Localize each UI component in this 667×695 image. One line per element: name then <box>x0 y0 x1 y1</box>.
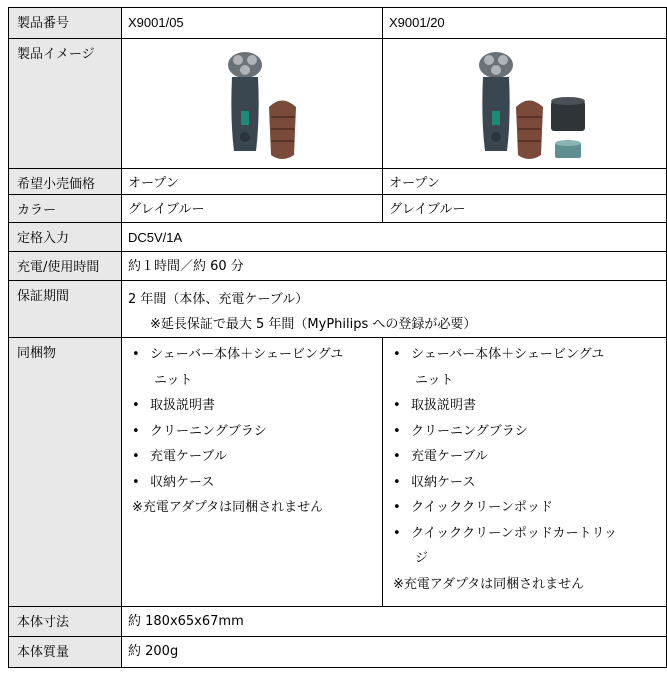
dimensions-value: 約 180x65x67mm <box>122 607 667 637</box>
price-label: 希望小売価格 <box>9 169 122 195</box>
row-weight <box>9 637 667 668</box>
row-rated-input <box>9 223 667 252</box>
contents-right-list <box>383 338 666 368</box>
spec-table <box>8 7 667 668</box>
contents-left-note: ※充電アダプタは同梱されません <box>132 500 324 515</box>
contents-right-list-2 <box>383 393 666 546</box>
list-item: • 収納ケース <box>128 470 378 496</box>
list-item: • シェーバー本体＋シェービングユ <box>128 342 378 368</box>
list-item: • クイッククリーンポッド <box>389 495 662 521</box>
list-item: • 取扱説明書 <box>389 393 662 419</box>
contents-right-note: ※充電アダプタは同梱されません <box>393 576 585 592</box>
charge-time-value: 約１時間／約 60 分 <box>122 252 667 281</box>
warranty-label: 保証期間 <box>9 281 122 338</box>
rated-input-value: DC5V/1A <box>122 223 667 252</box>
list-item-cont: ニット <box>154 372 193 388</box>
contents-left-list-2 <box>122 393 382 495</box>
contents-right <box>383 338 667 607</box>
price-right: オープン <box>383 169 667 195</box>
list-item: • 収納ケース <box>389 470 662 496</box>
weight-label: 本体質量 <box>9 637 122 668</box>
dimensions-label: 本体寸法 <box>9 607 122 637</box>
product-number-right: X9001/20 <box>383 8 667 39</box>
list-item-cont: ジ <box>415 551 429 566</box>
row-color <box>9 195 667 223</box>
contents-left-list <box>122 338 382 368</box>
row-price <box>9 169 667 195</box>
warranty-line1: 2 年間（本体、充電ケーブル） <box>128 292 309 307</box>
weight-value: 約 200g <box>122 637 667 668</box>
charge-time-label: 充電/使用時間 <box>9 252 122 281</box>
row-contents <box>9 338 667 607</box>
row-dimensions <box>9 607 667 637</box>
contents-left <box>122 338 383 607</box>
contents-label: 同梱物 <box>9 338 122 607</box>
list-item: • 取扱説明書 <box>128 393 378 419</box>
price-left: オープン <box>122 169 383 195</box>
list-item: • クイッククリーンポッドカートリッ <box>389 521 662 547</box>
warranty-value <box>122 281 667 338</box>
color-left: グレイブルー <box>122 195 383 223</box>
row-product-number <box>9 8 667 39</box>
list-item: • クリーニングブラシ <box>128 419 378 445</box>
rated-input-label: 定格入力 <box>9 223 122 252</box>
product-image-left <box>122 39 383 169</box>
row-charge-time <box>9 252 667 281</box>
row-warranty <box>9 281 667 338</box>
shaver-with-brush-image <box>122 39 383 169</box>
list-item: • 充電ケーブル <box>389 444 662 470</box>
warranty-line2: ※延長保証で最大 5 年間（MyPhilips への登録が必要） <box>150 317 477 332</box>
shaver-with-pod-image <box>383 39 667 169</box>
color-right: グレイブルー <box>383 195 667 223</box>
list-item-cont: ニット <box>415 372 454 388</box>
list-item: • クリーニングブラシ <box>389 419 662 445</box>
list-item: • シェーバー本体＋シェービングユ <box>389 342 662 368</box>
color-label: カラー <box>9 195 122 223</box>
product-image-right <box>383 39 667 169</box>
list-item: • 充電ケーブル <box>128 444 378 470</box>
row-product-image <box>9 39 667 169</box>
product-number-left: X9001/05 <box>122 8 383 39</box>
product-image-label: 製品イメージ <box>9 39 122 169</box>
product-number-label: 製品番号 <box>9 8 122 39</box>
